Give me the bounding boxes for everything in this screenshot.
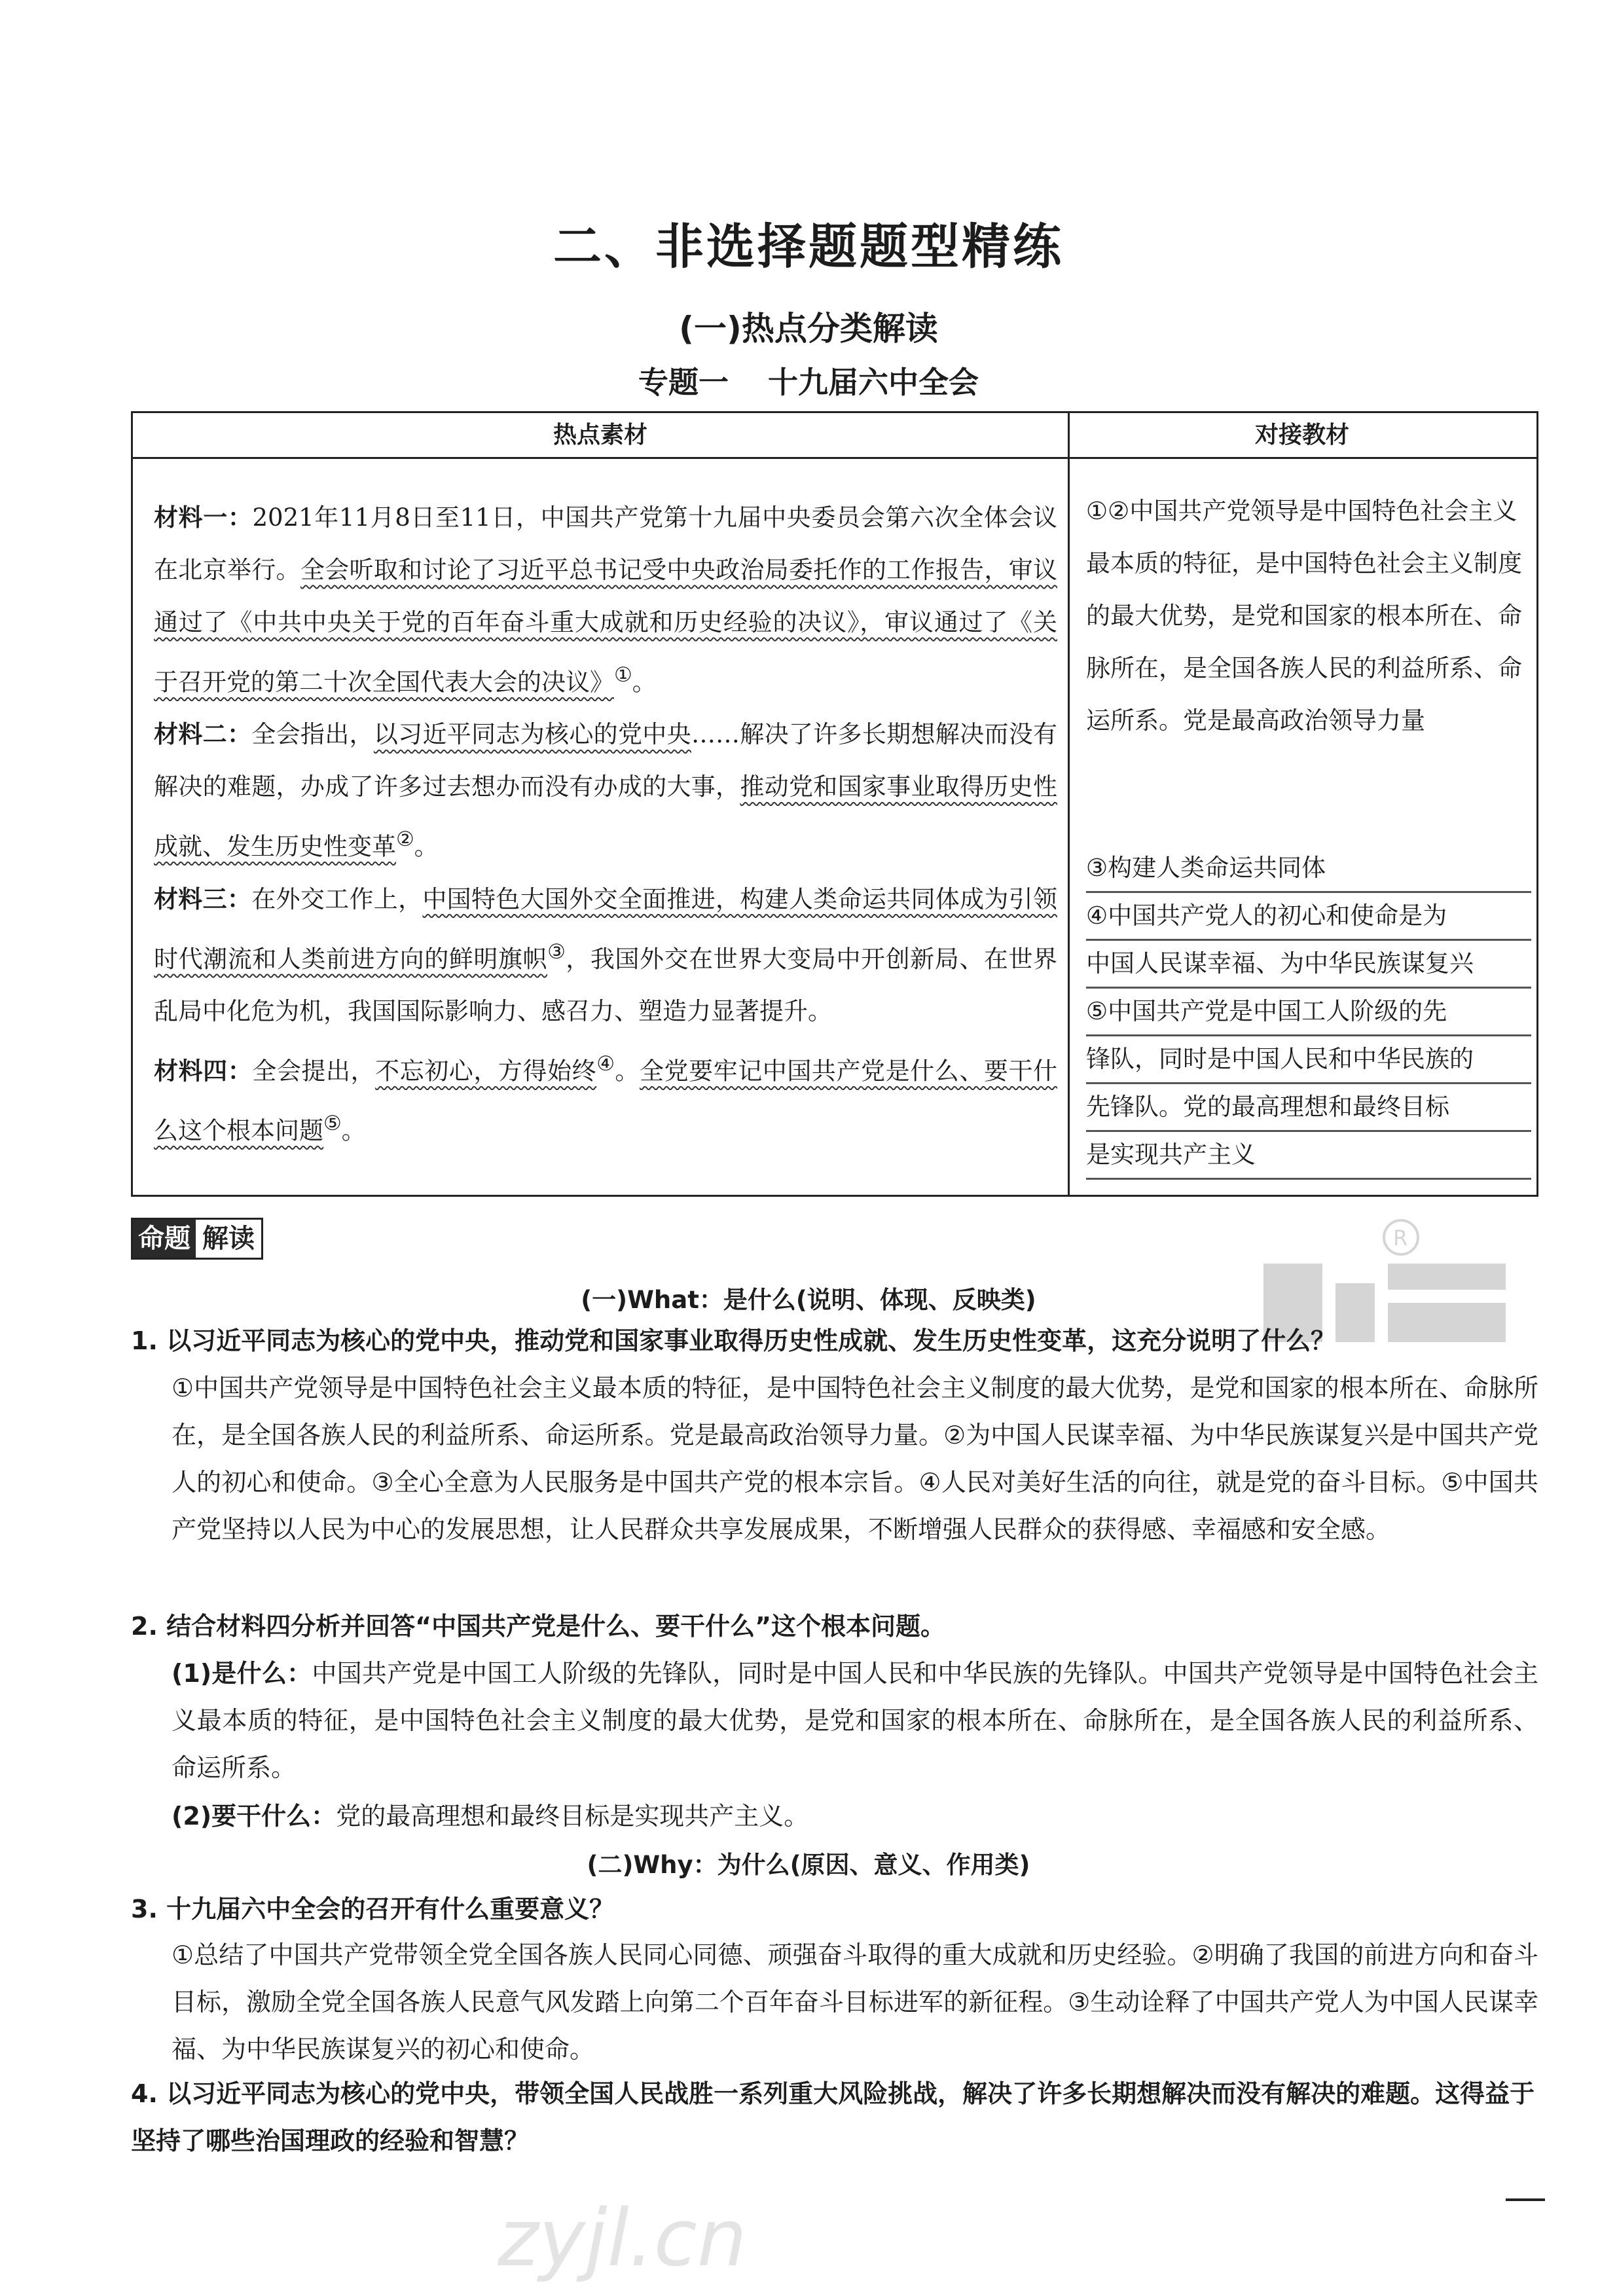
badge-dark: 命题 [133, 1220, 196, 1258]
analysis-badge [131, 1218, 263, 1260]
question-4: 4. 以习近平同志为核心的党中央，带领全国人民战胜一系列重大风险挑战，解决了许多长期想解决而没有解决的难题。这得益于坚持了哪些治国理政的经验和智慧？ [131, 2079, 1535, 2155]
textbook-line: ⑤中国共产党是中国工人阶级的先 [1086, 989, 1531, 1036]
topic-prefix: 专题一 [638, 365, 729, 400]
question-1: 1. 以习近平同志为核心的党中央，推动党和国家事业取得历史性成就、发生历史性变革，这充分说明了什么？ [131, 1326, 1336, 1355]
textbook-line: 中国人民谋幸福、为中华民族谋复兴 [1086, 941, 1531, 989]
material-3-label: 材料三： [154, 884, 252, 913]
textbook-line: ④中国共产党人的初心和使命是为 [1086, 893, 1531, 941]
badge-light: 解读 [196, 1220, 261, 1258]
topic-title [0, 359, 1617, 402]
section-what-title: (一)What：是什么(说明、体现、反映类) [581, 1286, 1036, 1314]
textbook-point-1: ①②中国共产党领导是中国特色社会主义最本质的特征，是中国特色社会主义制度的最大优势，是党和国家的根本所在、命脉所在，是全国各族人民的利益所系、命运所系。党是最高政治领导力量 [1086, 497, 1522, 735]
answer-2-part-2: (2)要干什么：党的最高理想和最终目标是实现共产主义。 [172, 1802, 809, 1831]
material-3: 材料三：在外交工作上，中国特色大国外交全面推进，构建人类命运共同体成为引领时代潮流和人类前进方向的鲜明旗帜③，我国外交在世界大变局中开创新局、在世界乱局中化危为机，我国国际影响力、感召力、塑造力显著提升。 [154, 884, 1058, 1025]
textbook-line: 是实现共产主义 [1086, 1132, 1531, 1180]
material-2-label: 材料二： [154, 720, 252, 749]
answer-1: ①中国共产党领导是中国特色社会主义最本质的特征，是中国特色社会主义制度的最大优势，是党和国家的根本所在、命脉所在，是全国各族人民的利益所系、命运所系。党是最高政治领导力量。②为中国人民谋幸福、为中华民族谋复兴是中国共产党人的初心和使命。③全心全意为人民服务是中国共产党的根本宗旨。④人民对美好生活的向往，就是党的奋斗目标。⑤中国共产党坚持以人民为中心的发展思想，让人民群众共享发展成果，不断增强人民群众的获得感、幸福感和安全感。 [172, 1374, 1538, 1544]
topic-name: 十九届六中全会 [768, 365, 979, 400]
watermark-site: zyjl.cn [498, 2193, 747, 2284]
textbook-line: 先锋队。党的最高理想和最终目标 [1086, 1084, 1531, 1132]
answer-2-label-1: (1)是什么： [172, 1659, 312, 1688]
answer-2-part-1: (1)是什么：中国共产党是中国工人阶级的先锋队，同时是中国人民和中华民族的先锋队。中国共产党领导是中国特色社会主义最本质的特征，是中国特色社会主义制度的最大优势，是党和国家的根本所在、命脉所在，是全国各族人民的利益所系、命运所系。 [172, 1659, 1538, 1782]
textbook-line: 锋队，同时是中国人民和中华民族的 [1086, 1036, 1531, 1084]
material-1: 材料一：2021年11月8日至11日，中国共产党第十九届中央委员会第六次全体会议在北京举行。全会听取和讨论了习近平总书记受中央政治局委托作的工作报告，审议通过了《中共中央关于党的百年奋斗重大成就和历史经验的决议》，审议通过了《关于召开党的第二十次全国代表大会的决议》①。 [154, 503, 1058, 697]
page-dash [1506, 2198, 1545, 2201]
materials-cell [154, 492, 1057, 1157]
table-header-row [133, 413, 1536, 459]
page-title: 二、非选择题题型精练 [553, 219, 1064, 275]
svg-text:R: R [1393, 1226, 1408, 1250]
table-header-textbook: 对接教材 [1254, 422, 1349, 448]
question-3: 3. 十九届六中全会的召开有什么重要意义？ [131, 1895, 615, 1923]
material-4: 材料四：全会提出，不忘初心，方得始终④。全党要牢记中国共产党是什么、要干什么这个根本问题⑤。 [154, 1051, 1058, 1145]
answer-3: ①总结了中国共产党带领全党全国各族人民同心同德、顽强奋斗取得的重大成就和历史经验。②明确了我国的前进方向和奋斗目标，激励全党全国各族人民意气风发踏上向第二个百年奋斗目标进军的新征程。③生动诠释了中国共产党人为中国人民谋幸福、为中华民族谋复兴的初心和使命。 [172, 1941, 1538, 2064]
section-why-title: (二)Why：为什么(原因、意义、作用类) [587, 1851, 1030, 1879]
hotspot-table [131, 411, 1538, 1197]
question-2: 2. 结合材料四分析并回答“中国共产党是什么、要干什么”这个根本问题。 [131, 1612, 946, 1641]
textbook-points-list [1086, 845, 1531, 1180]
table-header-materials: 热点素材 [553, 422, 647, 448]
answer-2-label-2: (2)要干什么： [172, 1802, 336, 1831]
section-subtitle: (一)热点分类解读 [679, 310, 938, 348]
material-2: 材料二：全会指出，以习近平同志为核心的党中央……解决了许多长期想解决而没有解决的难题，办成了许多过去想办而没有办成的大事，推动党和国家事业取得历史性成就、发生历史性变革②。 [154, 720, 1058, 861]
material-4-label: 材料四： [154, 1057, 253, 1085]
material-1-label: 材料一： [154, 503, 253, 532]
column-divider [1068, 413, 1070, 1195]
textbook-line: ③构建人类命运共同体 [1086, 845, 1531, 893]
